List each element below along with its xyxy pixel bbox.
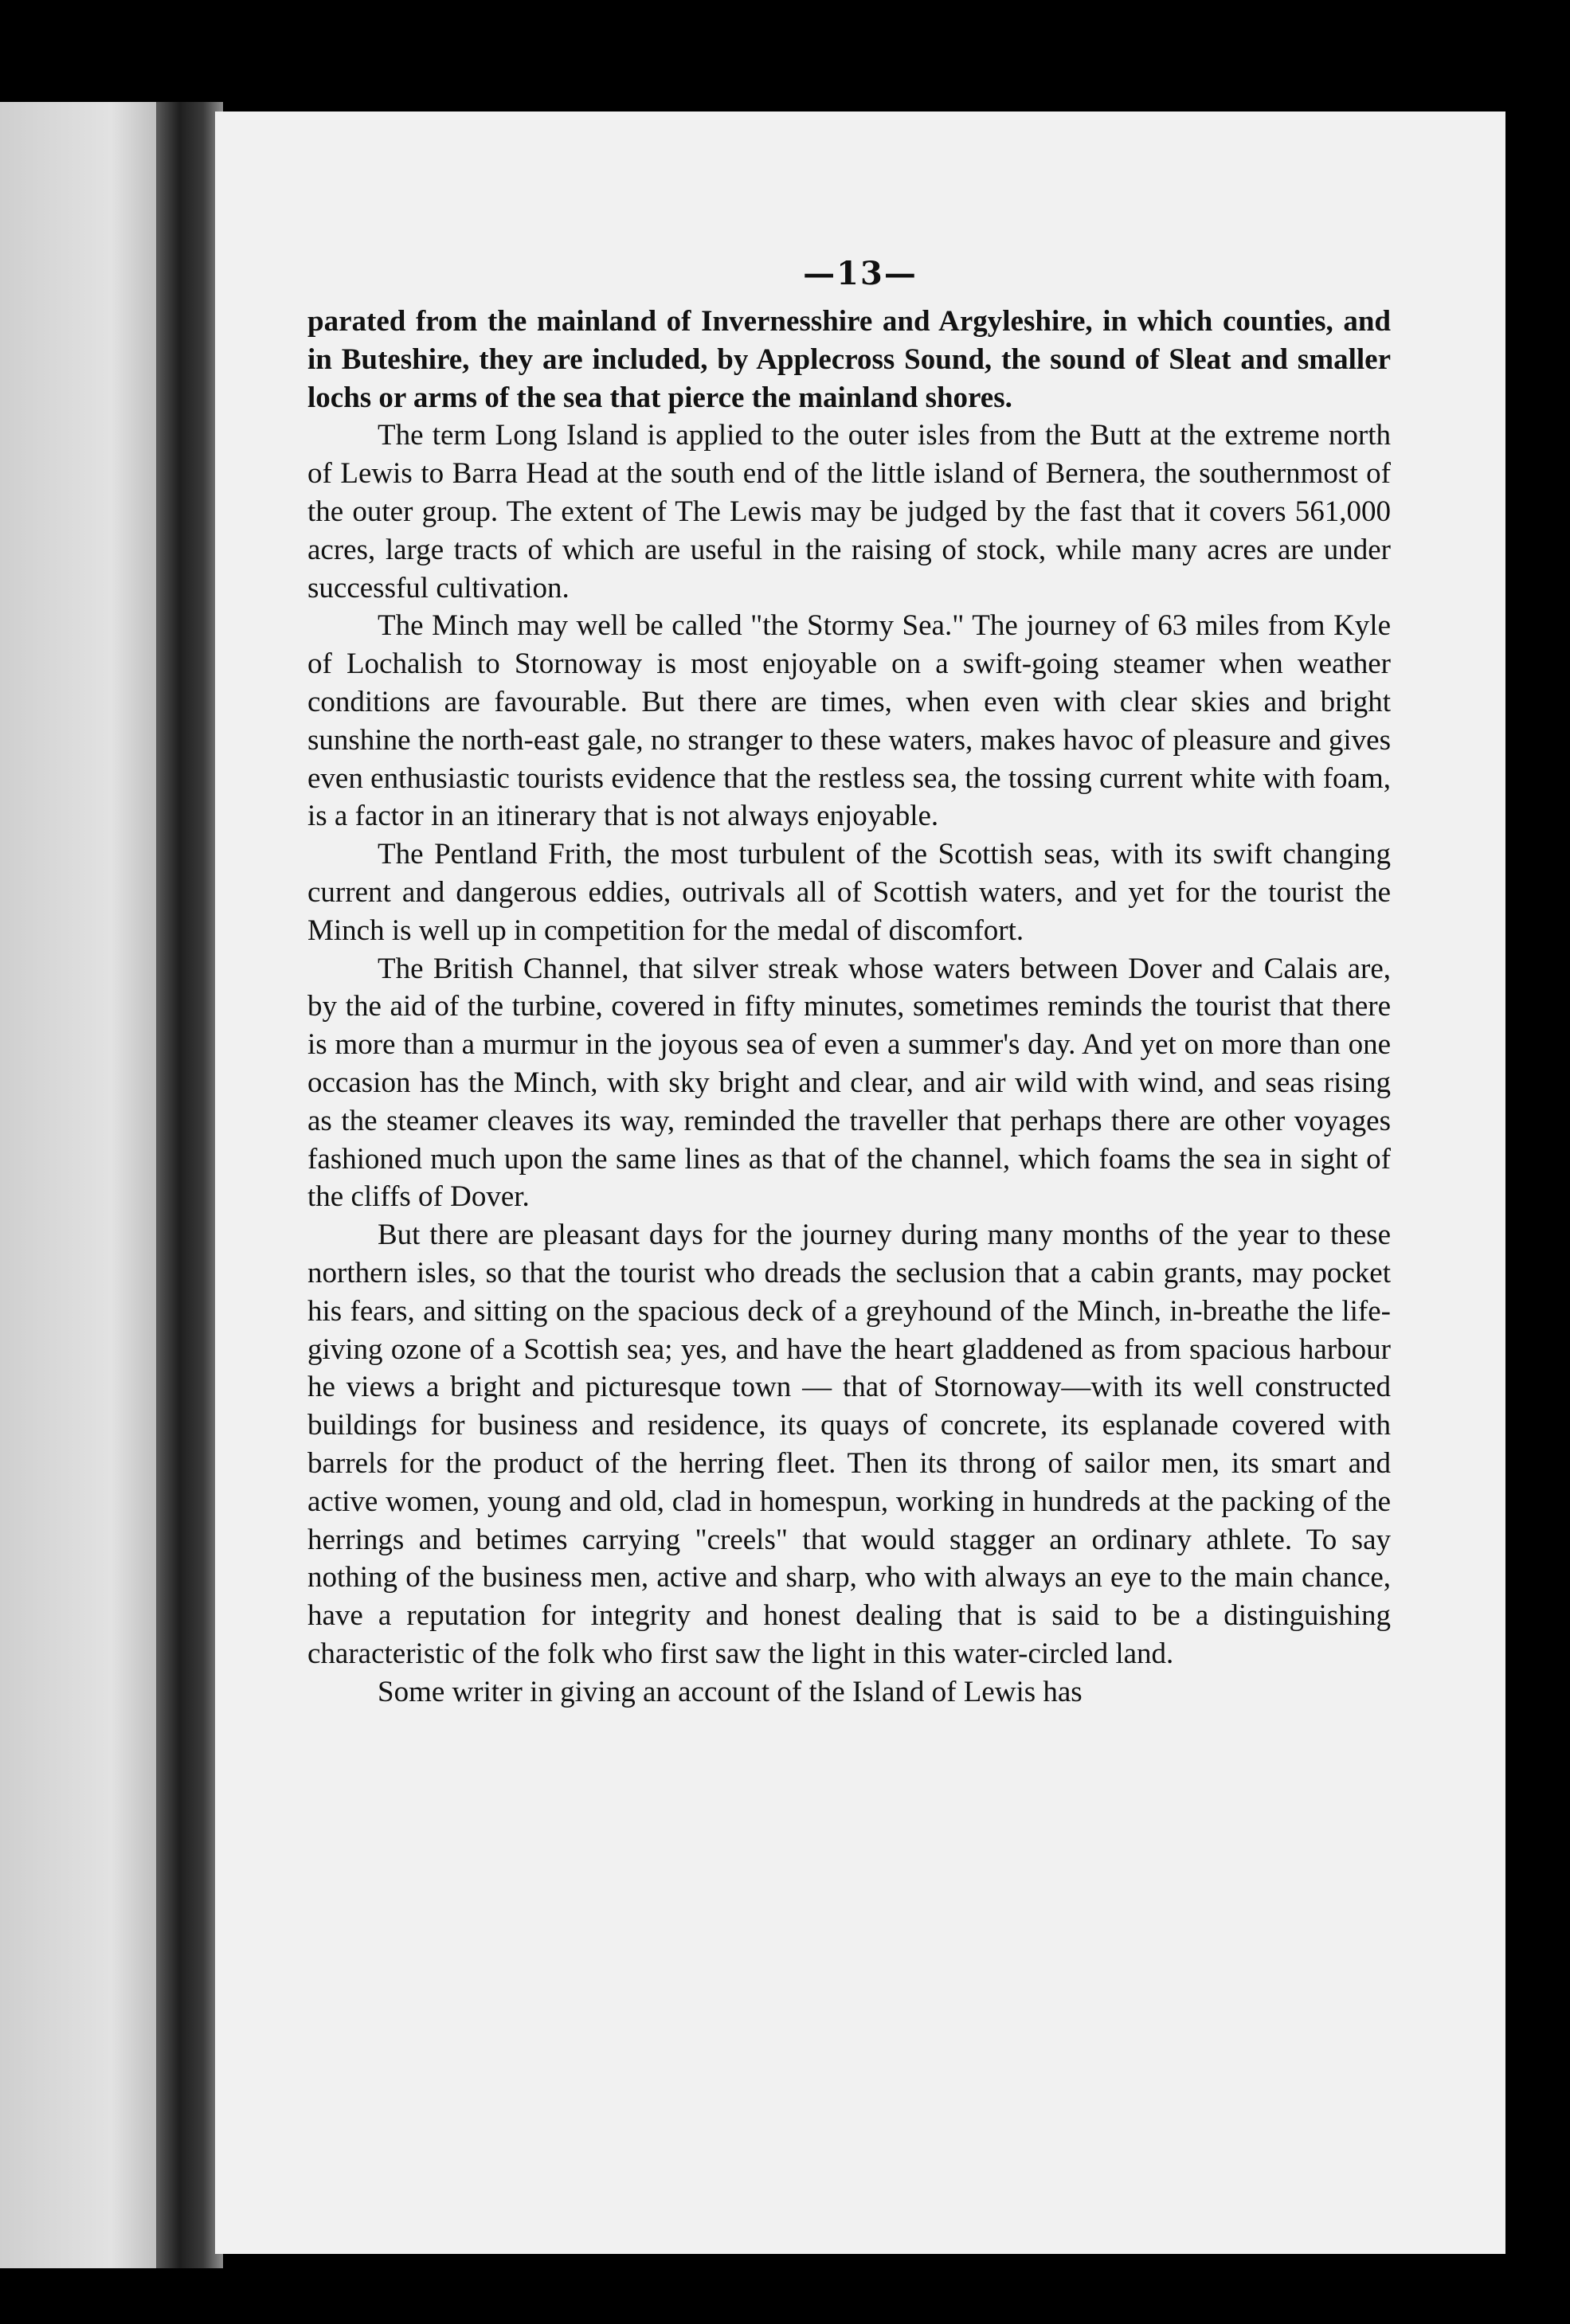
paragraph-pleasant-days: But there are pleasant days for the journey during many months of the year to these northern isles, so that the tourist who dreads the seclusion that a cabin grants, may pocket his fears, and sitting on the spacious deck of a greyhound of the Minch, in-breathe the life-giving ozone of a Scottish sea; yes, and have the heart gladdened as from spacious harbour he views a bright and picturesque town — that of Stornoway—with its well constructed buildings for business and residence, its quays of concrete, its esplanade covered with barrels for the product of the herring fleet. Then its throng of sailor men, its smart and active women, young and old, clad in homespun, working in hundreds at the packing of the herrings and betimes carrying "creels" that would stagger an ordinary athlete. To say nothing of the business men, active and sharp, who with always an eye to the main chance, have a reputation for integrity and honest dealing that is said to be a distinguishing characteristic of the folk who first saw the light in this water-circled land. xyxy=(307,1219,1391,1670)
paragraph-some-writer: Some writer in giving an account of the Island of Lewis has xyxy=(378,1675,1083,1708)
paragraph-minch: The Minch may well be called "the Stormy Sea." The journey of 63 miles from Kyle of Lochalish to Stornoway is most enjoyable on a swift-going steamer when weather conditions are favourable. But there are times, when even with clear skies and bright sunshine the north-east gale, no stranger to these waters, makes havoc of pleasure and gives even enthusiastic tourists evidence that the restless sea, the tossing current white with foam, is a factor in an itinerary that is not always enjoyable. xyxy=(307,609,1391,833)
paragraph-british-channel: The British Channel, that silver streak whose waters between Dover and Calais are, by the aid of the turbine, covered in fifty minutes, sometimes reminds the tourist that there is more than a murmur in the joyous sea of even a summer's day. And yet on more than one occasion has the Minch, with sky bright and clear, and air wild with wind, and seas rising as the steamer cleaves its way, reminded the traveller that perhaps there are other voyages fashioned much upon the same lines as that of the channel, which foams the sea in sight of the cliffs of Dover. xyxy=(307,952,1391,1214)
paragraph-continued: parated from the mainland of Invernesshire and Argyleshire, in which counties, and in Buteshire, they are included, by Applecross Sound, the sound of Sleat and smaller lochs or arms of the sea that pierce the mainland shores. xyxy=(307,305,1391,414)
paragraph-long-island: The term Long Island is applied to the outer isles from the Butt at the extreme north of Lewis to Barra Head at the south end of the little island of Bernera, the southernmost of the outer group. The extent of The Lewis may be judged by the fast that it covers 561,000 acres, large tracts of which are useful in the raising of stock, while many acres are under successful cultivation. xyxy=(307,419,1391,604)
book-spine-shadow xyxy=(156,102,223,2268)
page-body-text xyxy=(307,303,1391,1711)
book-page xyxy=(215,112,1505,2254)
paragraph-pentland-frith: The Pentland Frith, the most turbulent of the Scottish seas, with its swift changing current and dangerous eddies, outrivals all of Scottish waters, and yet for the tourist the Minch is well up in competition for the medal of discomfort. xyxy=(307,838,1391,947)
facing-page-edge xyxy=(0,102,159,2268)
page-number: —13— xyxy=(803,255,918,292)
